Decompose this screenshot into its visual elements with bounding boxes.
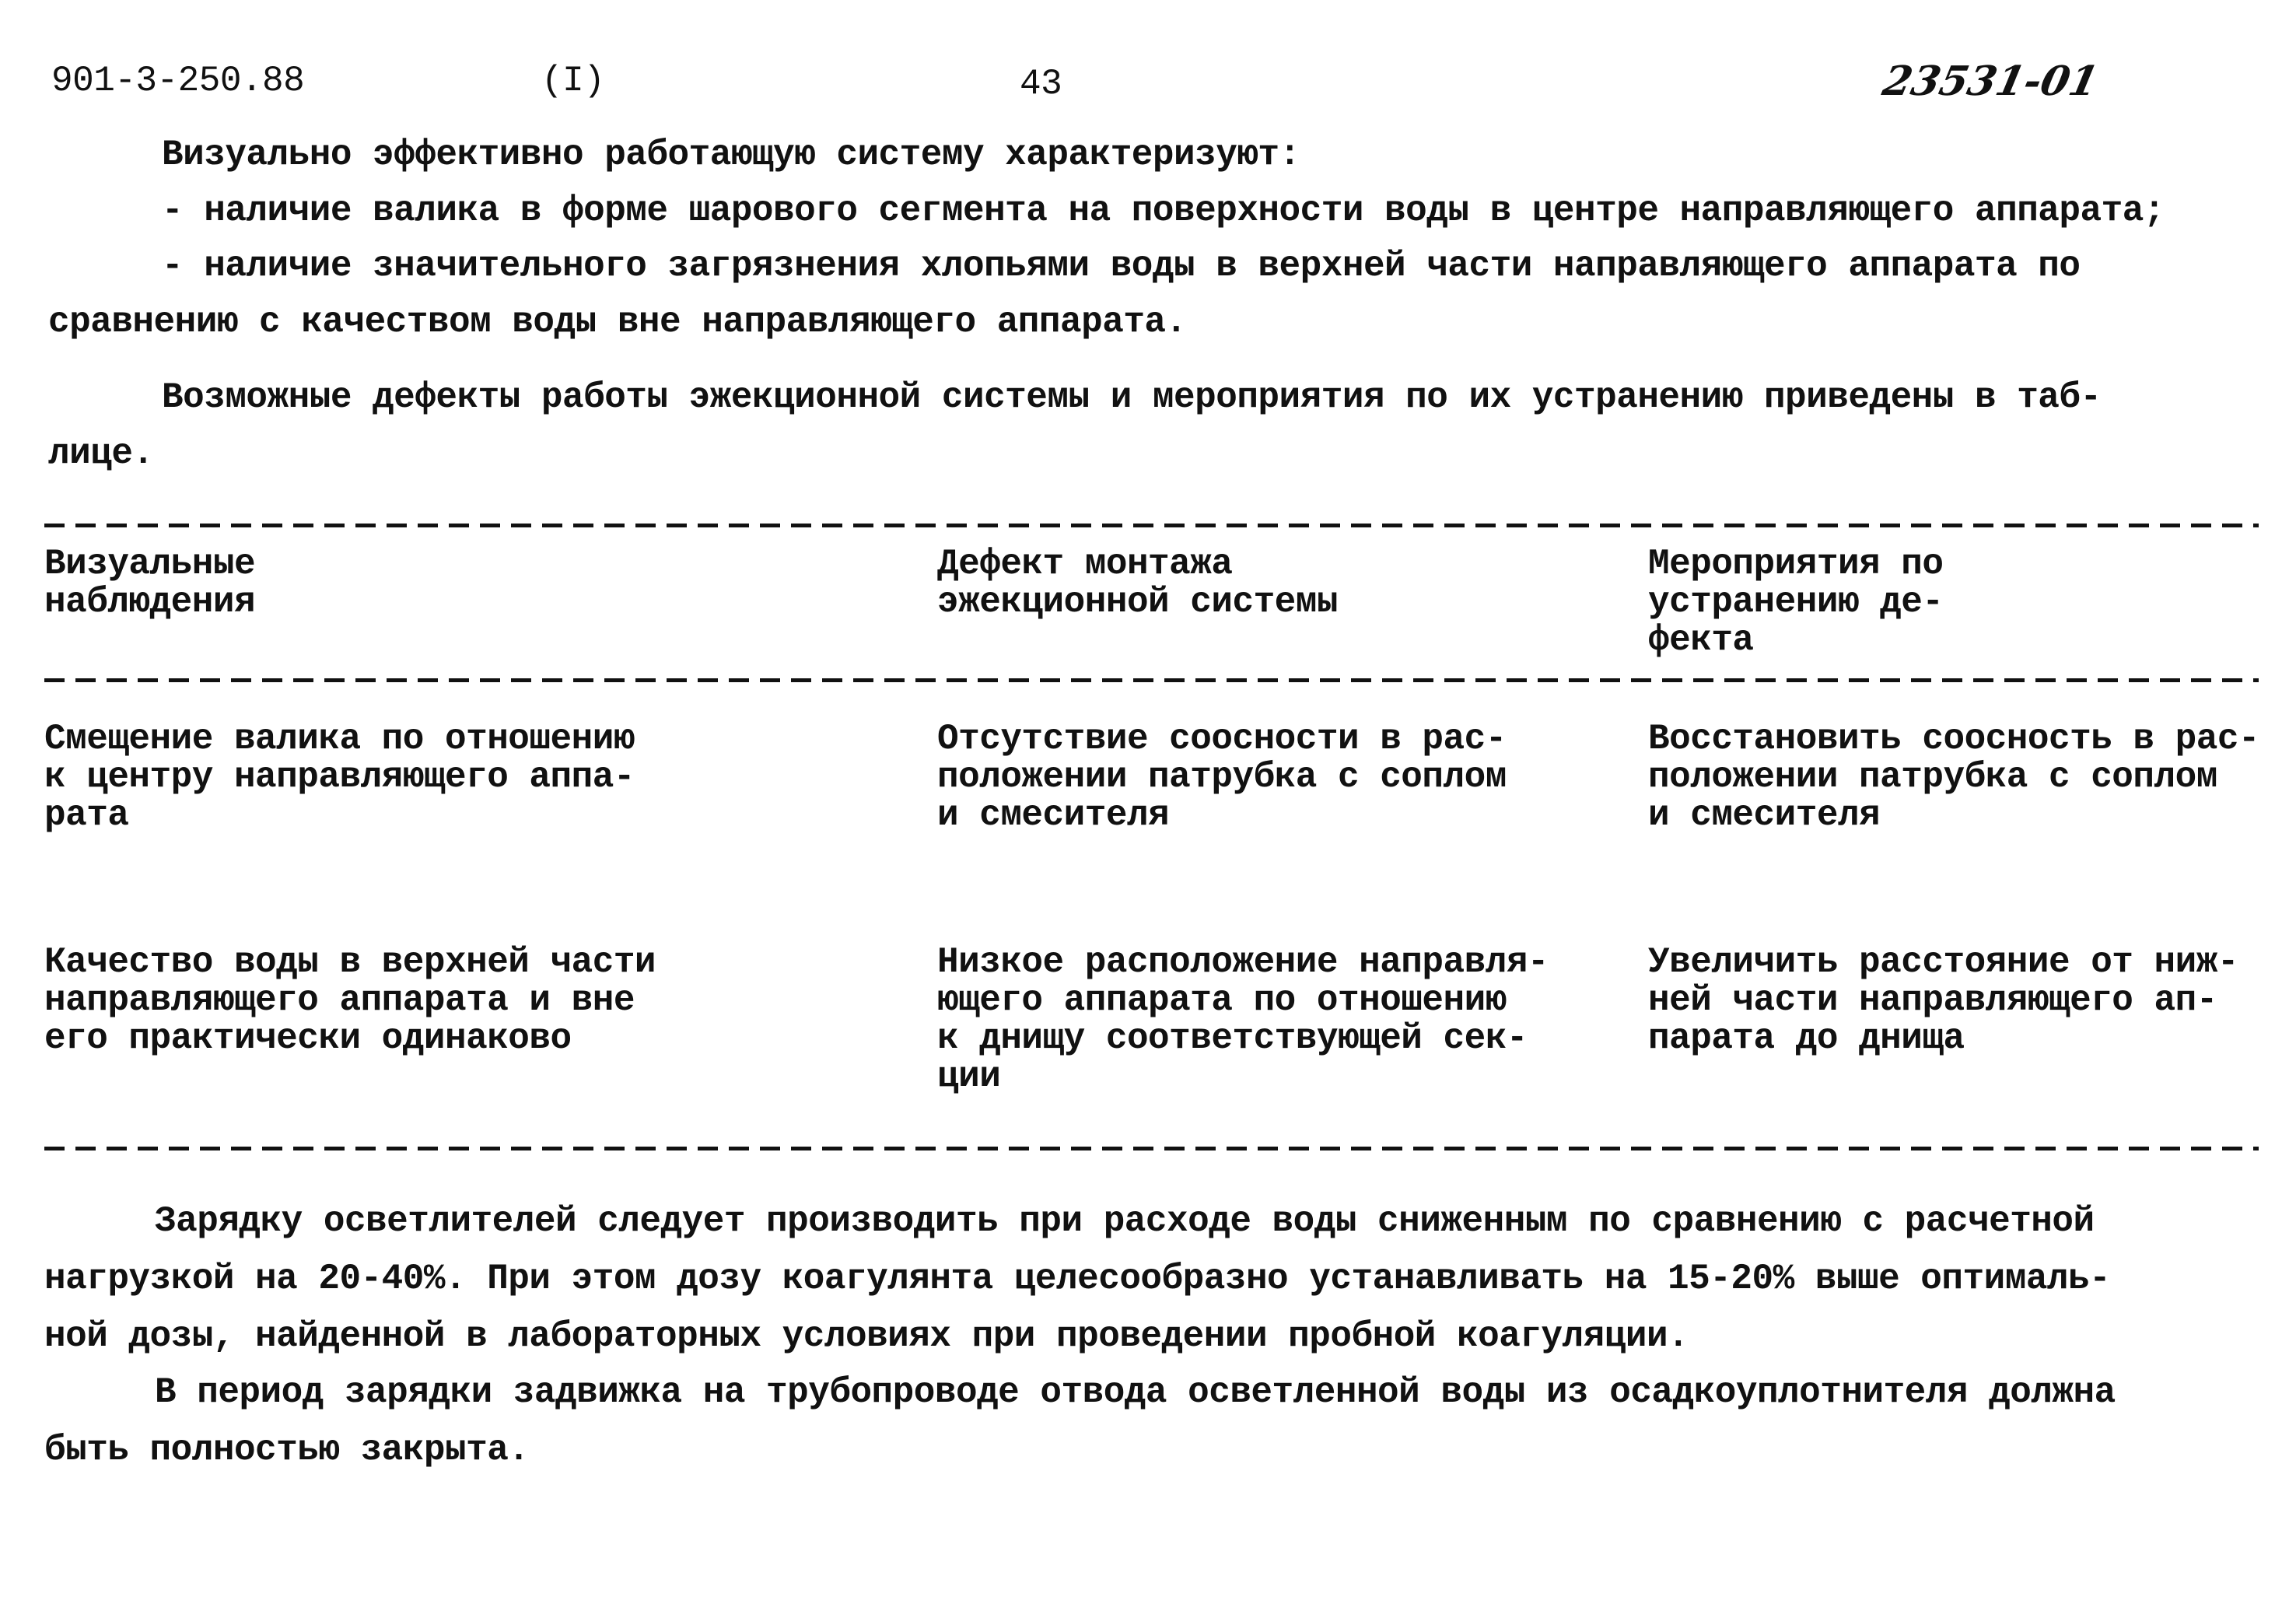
header-text: фекта	[1648, 620, 1754, 660]
cell-text: парата до днища	[1648, 1018, 1965, 1059]
cell-text: и смесителя	[937, 795, 1170, 835]
handwritten-number: 23531-01	[1878, 58, 2103, 105]
text-line: - наличие значительного загрязнения хлопьями воды в верхней части направляющего аппарата по	[162, 246, 2081, 286]
header-text: Дефект монтажа	[937, 544, 1233, 584]
cell-text: положении патрубка с соплом	[937, 757, 1507, 797]
cell-text: Низкое расположение направля-	[937, 942, 1549, 982]
cell-text: положении патрубка с соплом	[1648, 757, 2217, 797]
table-cell	[44, 944, 656, 1058]
text-line: В период зарядки задвижка на трубопроводе отвода осветленной воды из осадкоуплотнителя должна	[155, 1372, 2116, 1413]
header-text: эжекционной системы	[937, 582, 1338, 622]
header-text: Мероприятия по	[1648, 544, 1944, 584]
cell-text: ющего аппарата по отношению	[937, 980, 1507, 1021]
table-cell	[1648, 720, 2259, 835]
text-line: лице.	[48, 433, 154, 474]
text-line: нагрузкой на 20-40%. При этом дозу коагулянта целесообразно устанавливать на 15-20% выше оптималь-	[44, 1259, 2111, 1299]
cell-text: его практически одинаково	[44, 1018, 572, 1059]
text-line: Возможные дефекты работы эжекционной системы и мероприятия по их устранению приведены в таб-	[162, 377, 2102, 418]
text-line: сравнению с качеством воды вне направляющего аппарата.	[48, 302, 1187, 342]
table-cell	[937, 720, 1507, 835]
header-cell-measures	[1648, 545, 1943, 660]
cell-text: и смесителя	[1648, 795, 1881, 835]
header-text: Визуальные	[44, 544, 256, 584]
table-rule-bottom	[44, 1147, 2259, 1150]
cell-text: рата	[44, 795, 129, 835]
header-text: устранению де-	[1648, 582, 1944, 622]
text-line: быть полностью закрыта.	[44, 1430, 530, 1470]
table-rule-top	[44, 524, 2259, 527]
page-number: 43	[1020, 64, 1062, 104]
header-text: наблюдения	[44, 582, 256, 622]
cell-text: к днищу соответствующей сек-	[937, 1018, 1528, 1059]
cell-text: Отсутствие соосности в рас-	[937, 719, 1507, 759]
header-cell-defect	[937, 545, 1338, 622]
cell-text: ции	[937, 1056, 1001, 1097]
cell-text: направляющего аппарата и вне	[44, 980, 635, 1021]
text-line: ной дозы, найденной в лабораторных условиях при проведении пробной коагуляции.	[44, 1316, 1689, 1357]
cell-text: Качество воды в верхней части	[44, 942, 656, 982]
table-cell	[937, 944, 1549, 1096]
table-rule-header	[44, 678, 2259, 682]
document-code: 901-3-250.88	[51, 61, 305, 101]
cell-text: Увеличить расстояние от ниж-	[1648, 942, 2238, 982]
cell-text: Восстановить соосность в рас-	[1648, 719, 2260, 759]
header-cell-observations	[44, 545, 255, 622]
cell-text: ней части направляющего ап-	[1648, 980, 2217, 1021]
text-line: Зарядку осветлителей следует производить при расходе воды сниженным по сравнению с расчетной	[155, 1201, 2095, 1242]
cell-text: к центру направляющего аппа-	[44, 757, 635, 797]
text-line: Визуально эффективно работающую систему характеризуют:	[162, 135, 1300, 175]
cell-text: Смещение валика по отношению	[44, 719, 635, 759]
volume-number: (I)	[541, 61, 605, 101]
table-cell	[1648, 944, 2238, 1058]
text-line: - наличие валика в форме шарового сегмента на поверхности воды в центре направляющего аппарата;	[162, 191, 2165, 231]
table-cell	[44, 720, 635, 835]
